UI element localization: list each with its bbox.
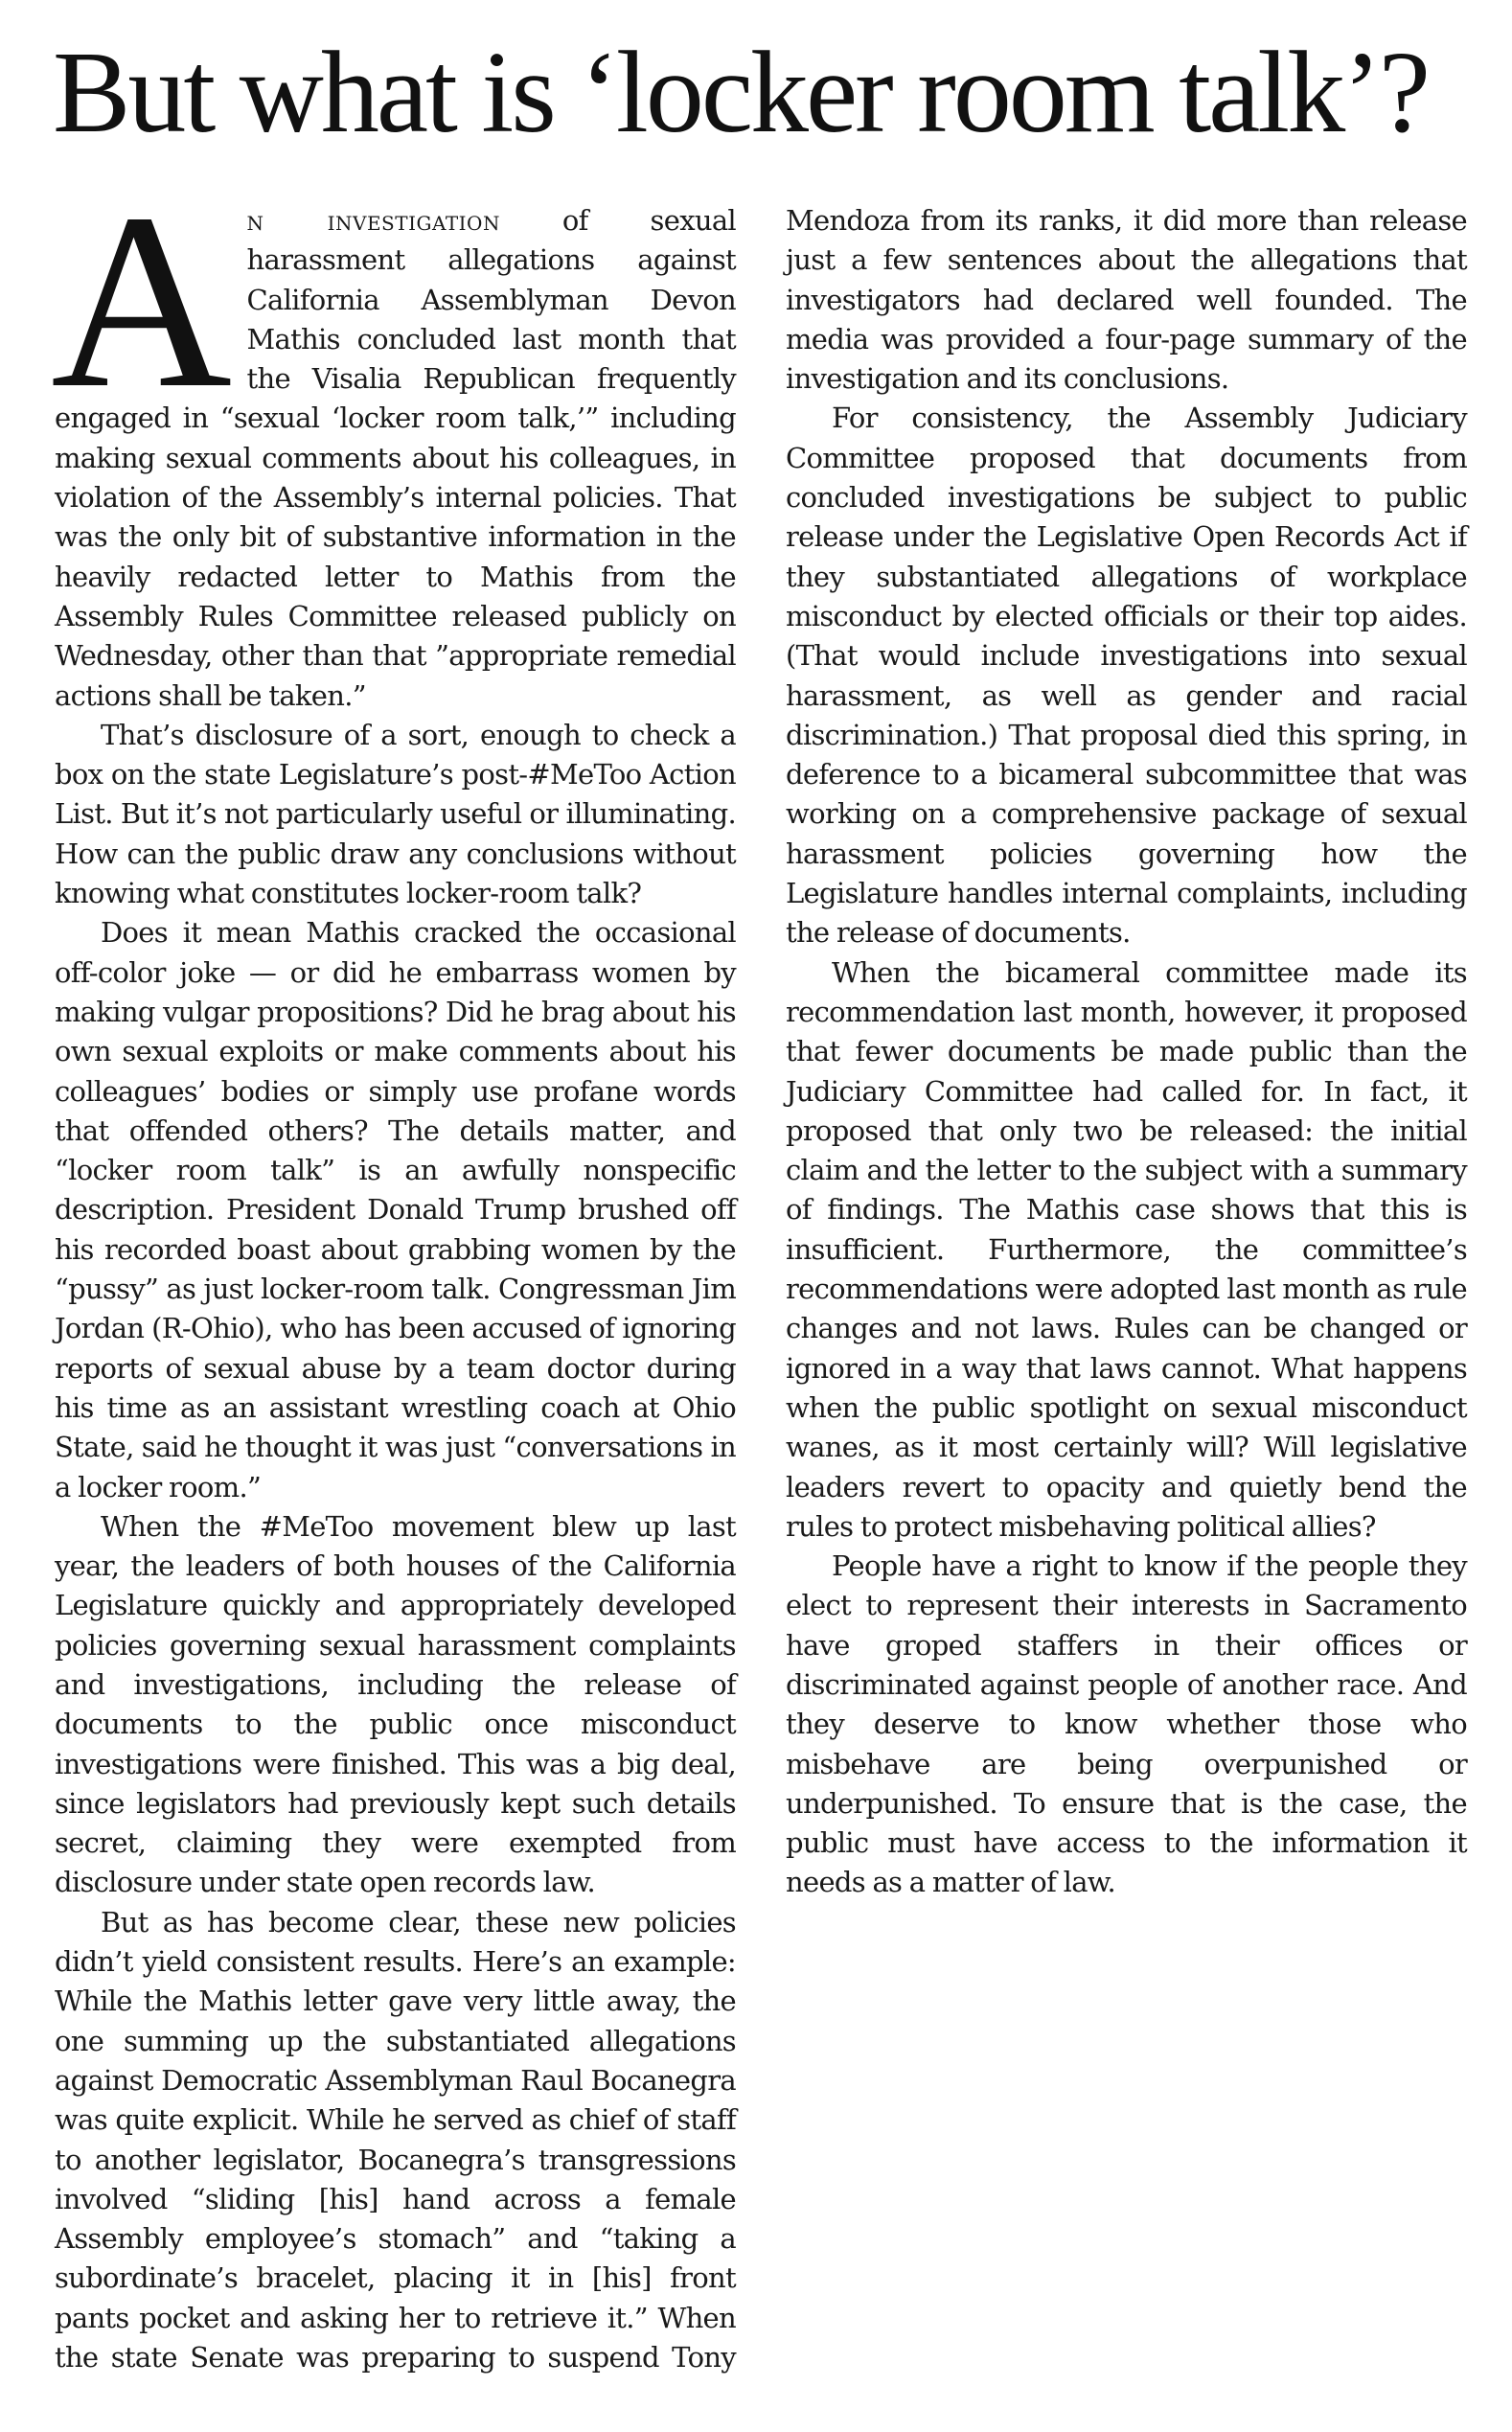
paragraph-text: of sexual harassment allegations against California Assemblyman Devon Mathis concluded last month that the Visalia Republican frequently engaged in “sexual ‘locker room talk,’” including making sexual comments about his colleagues, in violation of the Assembly’s internal policies. That was the only bit of substantive information in the heavily redacted letter to Mathis from the Assembly Rules Committee released publicly on Wednesday, other than that ”appropriate remedial actions shall be taken.” — [55, 204, 736, 712]
article-paragraph — [51, 162, 736, 716]
article-paragraph: When the #MeToo movement blew up last year, the leaders of both houses of the California Legislature quickly and appropriately developed policies governing sexual harassment complaints and investigations, including the release of documents to the public once misconduct investigations were finished. This was a big deal, since legislators had previously kept such details secret, claiming they were exempted from disclosure under state open records law. — [55, 1509, 736, 1899]
article-paragraph: For consistency, the Assembly Judiciary Committee proposed that documents from concluded investigations be subject to public release under the Legislative Open Records Act if they substantiated allegations of workplace misconduct by elected officials or their top aides. (That would include investigations into sexual harassment, as well as gender and racial discrimination.) That proposal died this spring, in deference to a bicameral subcommittee that was working on a comprehensive package of sexual harassment policies governing how the Legislature handles internal complaints, including the release of documents. — [786, 402, 1467, 950]
article-paragraph: Does it mean Mathis cracked the occasional off-color joke — or did he embarrass women by making vulgar propositions? Did he brag about his own sexual exploits or make comments about his colleagues’ bodies or simply use profane words that offended others? The details matter, and “locker room talk” is an awfully nonspecific description. President Donald Trump brushed off his recorded boast about grabbing women by the “pussy” as just locker-room talk. Congressman Jim Jordan (R-Ohio), who has been accused of ignoring reports of sexual abuse by a team doctor during his time as an assistant wrestling coach at Ohio State, said he thought it was just “conversations in a locker room.” — [55, 916, 736, 1503]
article-paragraph: When the bicameral committee made its recommendation last month, however, it proposed that fewer documents be made public than the Judiciary Committee had called for. In fact, it proposed that only two be released: the initial claim and the letter to the subject with a summary of findings. The Mathis case shows that this is insufficient. Furthermore, the committee’s recommendations were adopted last month as rule changes and not laws. Rules can be changed or ignored in a way that laws cannot. What happens when the public spotlight on sexual misconduct wanes, as it most certainly will? Will legislative leaders revert to opacity and quietly bend the rules to protect misbehaving political allies? — [786, 955, 1467, 1543]
article-paragraph: People have a right to know if the people they elect to represent their interests in Sacramento have groped staffers in their offices or discriminated against people of another race. And they deserve to know whether those who misbehave are being overpunished or underpunished. To ensure that is the case, the public must have access to the information it needs as a matter of law. — [786, 1549, 1467, 1899]
headline: But what is ‘locker room talk’? — [53, 28, 1428, 157]
article-body — [51, 162, 1467, 2396]
article-paragraph: That’s disclosure of a sort, enough to check a box on the state Legislature’s post-#MeToo Action List. But it’s not particularly useful or illuminating. How can the public draw any conclusions without knowing what constitutes locker-room talk? — [55, 718, 736, 910]
lead-in-smallcaps: n investigation — [246, 204, 500, 237]
article-paragraph: But as has become clear, these new policies didn’t yield consistent results. Here’s an example: While the Mathis letter gave very little away, the one summing up the substantiated allegations against Democratic Assemblyman Raul Bocanegra was quite explicit. While he served as chief of staff to another legislator, Bocanegra’s transgressions involved “sliding [his] hand across a female Assembly employee’s stomach” and “taking a subordinate’s bracelet, placing it in [his] front pants pocket and asking her to retrieve it.” When the state Senate was preparing to suspend Tony Mendoza from its ranks, it did more than release just a few sentences about the allegations that investigators had declared well founded. The media was provided a four-page summary of the investigation and its conclusions. — [55, 204, 1467, 2375]
drop-cap: A — [51, 162, 232, 440]
